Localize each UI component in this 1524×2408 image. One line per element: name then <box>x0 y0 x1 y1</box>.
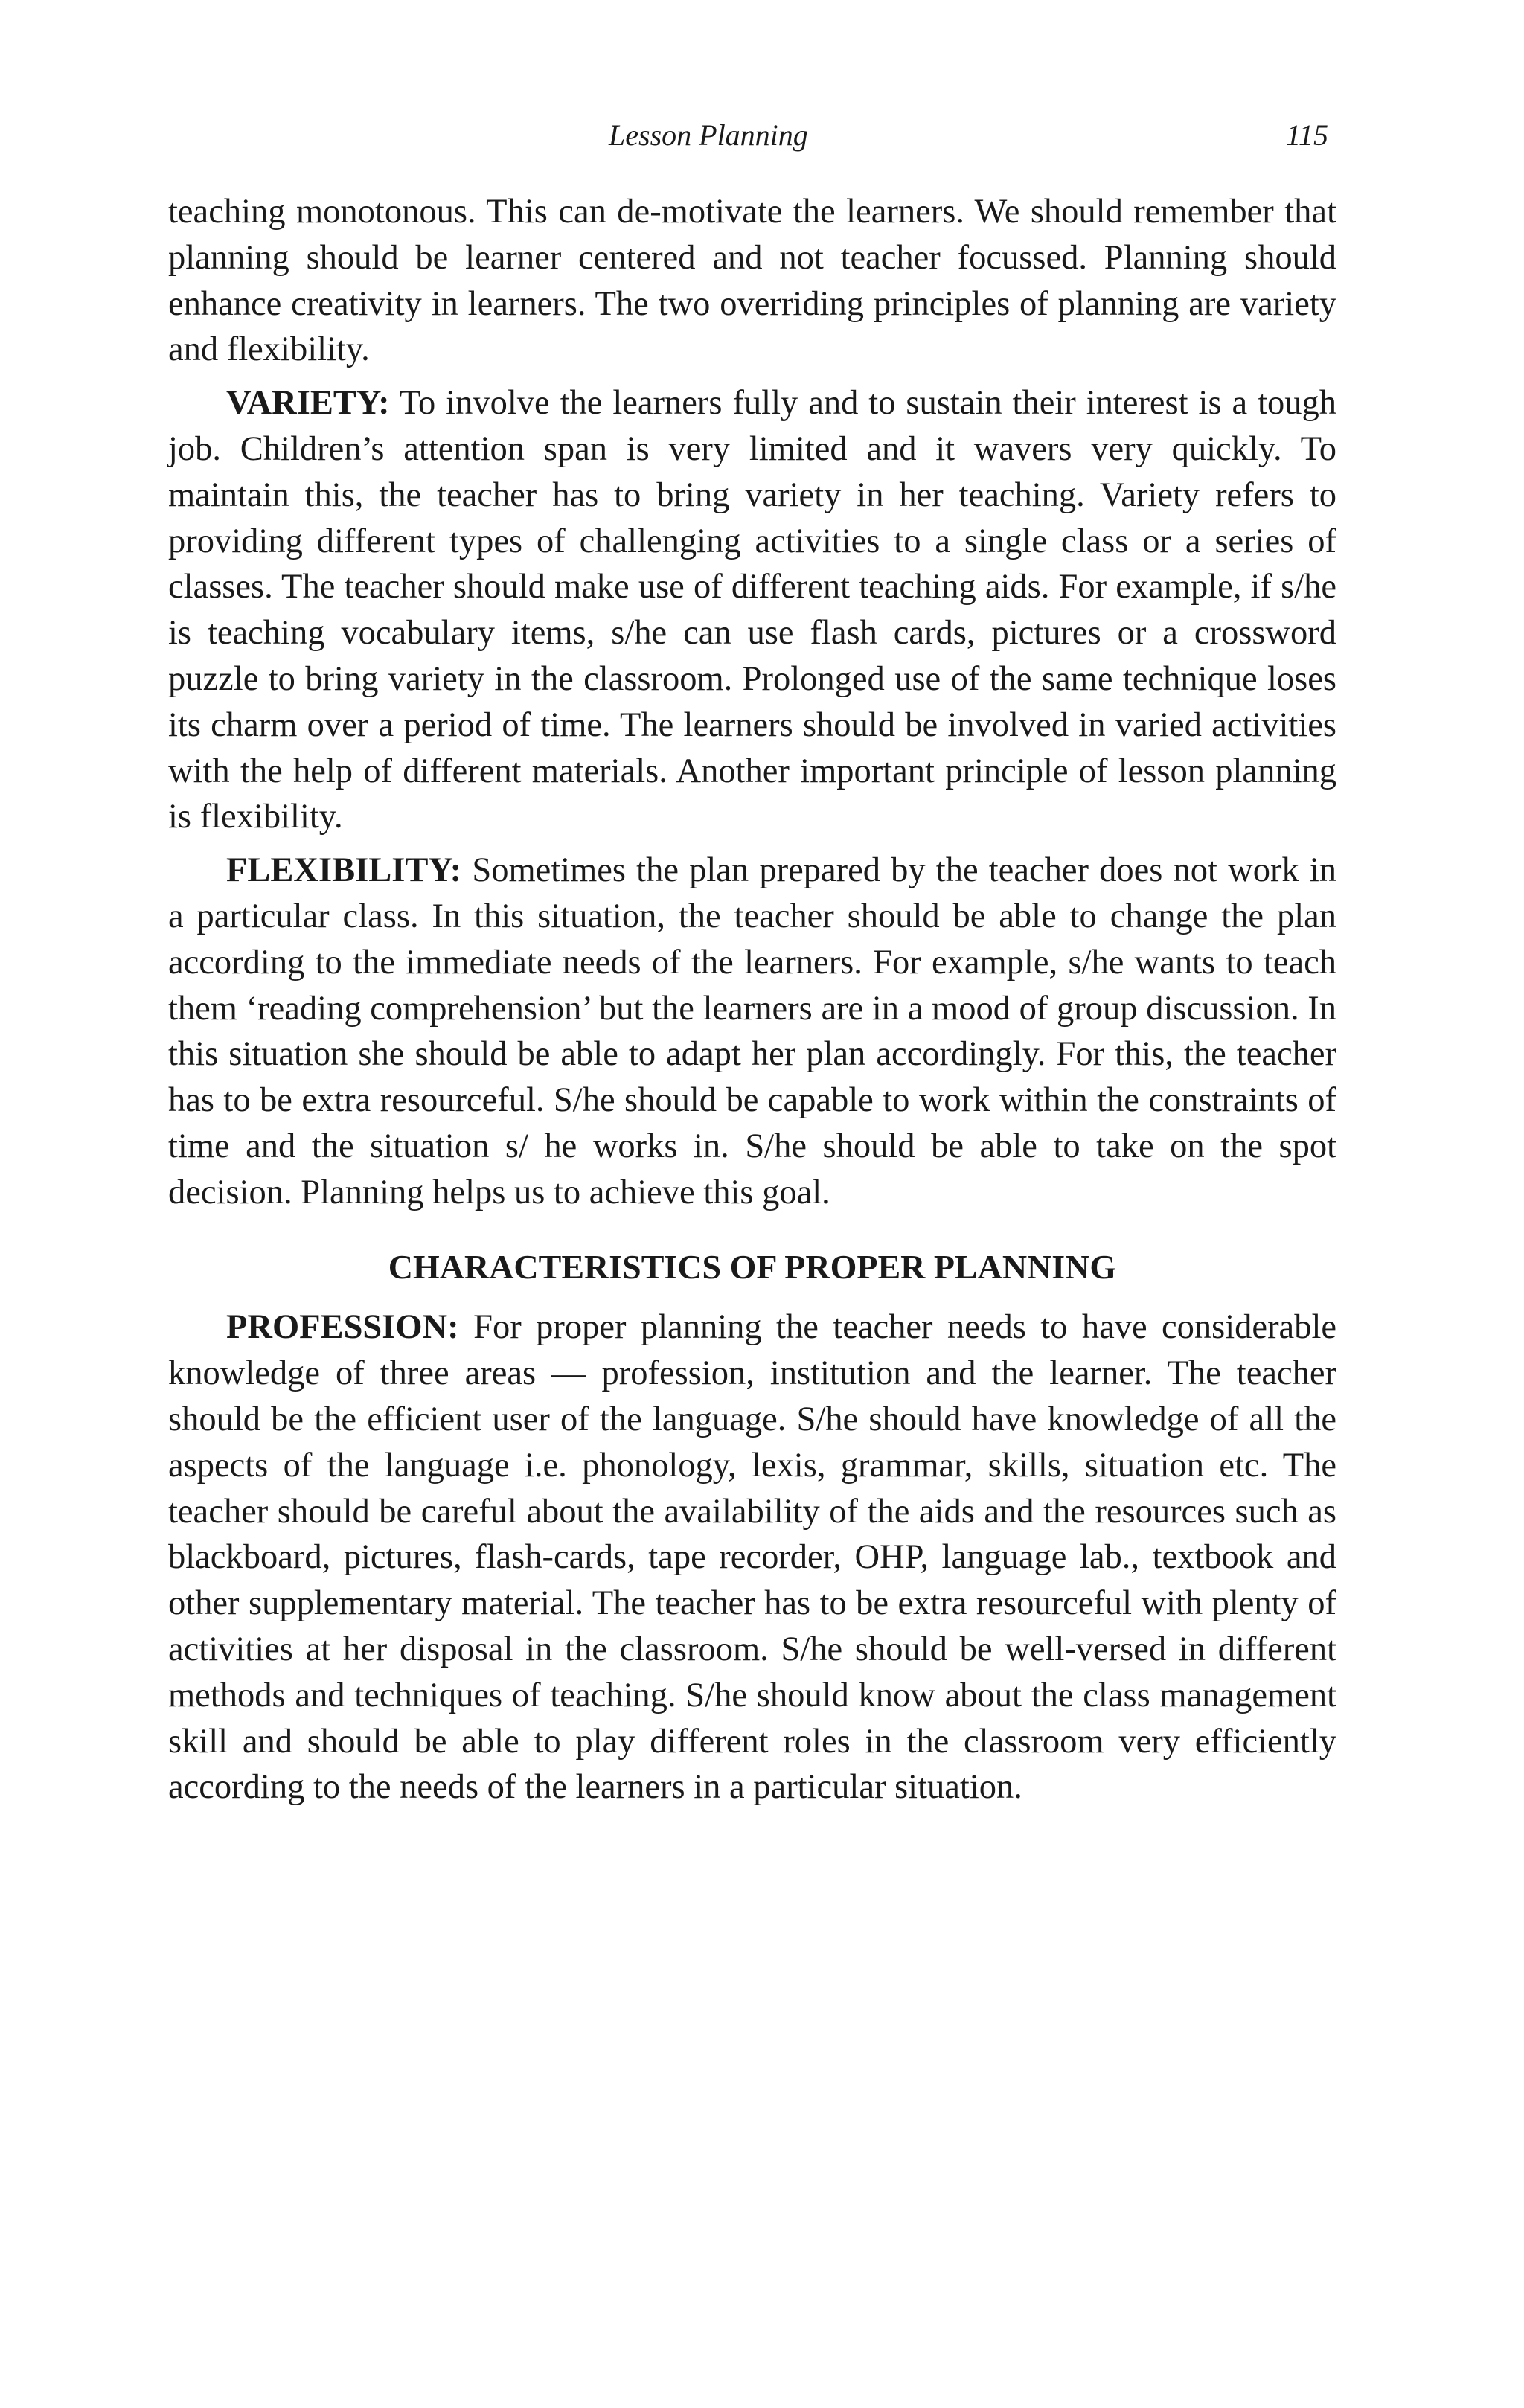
variety-text: To involve the learners fully and to sustain their interest is a tough job. Children’s attention span is very limited and it wavers very quickly. To maintain this, the teacher has to bring variety in her teaching. Variety refers to providing different types of challenging activities to a single class or a series of classes. The teacher should make use of different teaching aids. For example, if s/he is teaching vocabulary items, s/he can use flash cards, pictures or a crossword puzzle to bring variety in the classroom. Prolonged use of the same technique loses its charm over a period of time. The learners should be involved in varied activities with the help of different materials. Another important principle of lesson planning is flexibility. <box>168 384 1337 836</box>
paragraph-variety <box>168 380 1336 840</box>
variety-lead: VARIETY: <box>226 384 390 423</box>
profession-text: For proper planning the teacher needs to have considerable knowledge of three areas — profession, institution and the learner. The teacher should be the efficient user of the language. S/he should have knowledge of all the aspects of the language i.e. phonology, lexis, grammar, skills, situation etc. The teacher should be careful about the availability of the aids and the resources such as blackboard, pictures, flash-cards, tape recorder, OHP, language lab., textbook and other supplementary material. The teacher has to be extra resourceful with plenty of activities at her disposal in the classroom. S/he should be well-versed in different methods and techniques of teaching. S/he should know about the class management skill and should be able to play different roles in the classroom very efficiently according to the needs of the learners in a particular situation. <box>168 1308 1337 1807</box>
running-head <box>0 118 1524 162</box>
flexibility-lead: FLEXIBILITY: <box>226 851 462 890</box>
body-text <box>168 189 1336 1818</box>
flexibility-text: Sometimes the plan prepared by the teacher does not work in a particular class. In this situation, the teacher should be able to change the plan according to the immediate needs of the learners. For example, s/he wants to teach them ‘reading comprehension’ but the learners are in a mood of group discussion. In this situation she should be able to adapt her plan accordingly. For this, the teacher has to be extra resourceful. S/he should be capable to work within the constraints of time and the situation s/ he works in. S/he should be able to take on the spot decision. Planning helps us to achieve this goal. <box>168 851 1337 1211</box>
profession-lead: PROFESSION: <box>226 1308 459 1347</box>
running-title: Lesson Planning <box>609 118 808 152</box>
section-heading: CHARACTERISTICS OF PROPER PLANNING <box>388 1247 1117 1286</box>
page-number: 115 <box>1286 118 1329 152</box>
paragraph-intro: teaching monotonous. This can de-motivate the learners. We should remember that planning should be learner centered and not teacher focussed. Planning should enhance creativity in learners. The two overriding principles of planning are variety and flexibility. <box>168 193 1336 369</box>
paragraph-profession <box>168 1304 1336 1810</box>
paragraph-flexibility <box>168 848 1336 1215</box>
